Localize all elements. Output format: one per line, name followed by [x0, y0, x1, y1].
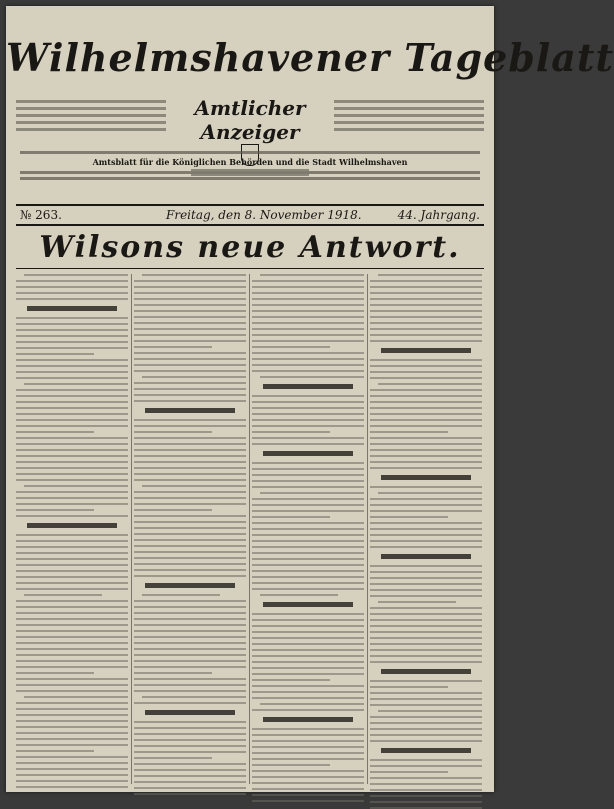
subtitle-label: Amtlicher Anzeiger	[194, 96, 306, 144]
main-headline: Wilsons neue Antwort.	[16, 228, 484, 269]
right-info-box	[334, 96, 484, 144]
column-2	[134, 274, 246, 784]
issue-number: № 263.	[20, 208, 62, 222]
column-1	[16, 274, 128, 784]
article-columns	[16, 274, 484, 784]
issue-date: Freitag, den 8. November 1918.	[166, 208, 362, 222]
issue-year: 44. Jahrgang.	[397, 208, 480, 222]
official-note: Amtsblatt für die Königlichen Behörden und die Stadt Wilhelmshaven	[92, 157, 408, 167]
dateline	[16, 204, 484, 226]
column-4	[370, 274, 482, 784]
subhead-row	[16, 96, 484, 146]
official-notice	[20, 148, 480, 183]
masthead-title: Wilhelmshavener Tageblatt	[6, 35, 614, 80]
newspaper-page	[6, 6, 614, 792]
left-info-box	[16, 96, 166, 144]
column-3	[252, 274, 364, 784]
